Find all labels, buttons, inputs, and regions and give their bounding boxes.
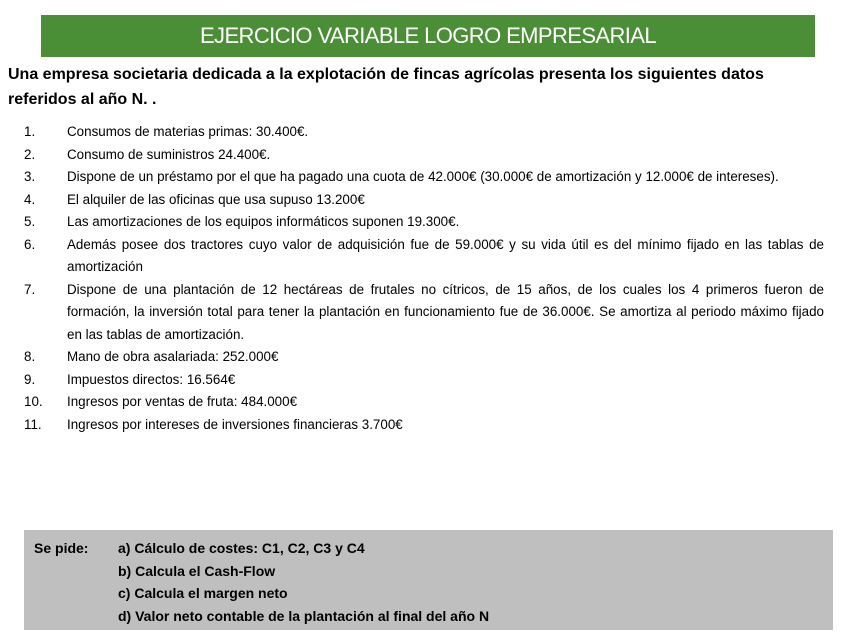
item-text: Consumos de materias primas: 30.400€. [67, 124, 309, 139]
item-number: 6. [24, 236, 36, 252]
intro-paragraph: Una empresa societaria dedicada a la explotación de fincas agrícolas presenta los siguientes datos referidos al año N. . [8, 66, 764, 108]
task-item: a) Cálculo de costes: C1, C2, C3 y C4 [118, 540, 365, 556]
item-number: 2. [24, 146, 36, 162]
item-text: Impuestos directos: 16.564€ [67, 371, 236, 387]
item-number: 10. [24, 394, 43, 409]
list-item [24, 211, 824, 234]
item-number: 8. [24, 349, 36, 364]
item-number: 5. [24, 214, 36, 229]
item-text: Consumo de suministros 24.400€. [67, 146, 271, 162]
item-text: Además posee dos tractores cuyo valor de adquisición fue de 59.000€ y su vida útil es del mínimo fijado en las tablas de amortización [67, 236, 824, 274]
task-item: c) Calcula el margen neto [118, 585, 288, 601]
list-item [24, 189, 824, 212]
list-item [24, 144, 824, 167]
item-text: Dispone de una plantación de 12 hectáreas de frutales no cítricos, de 15 años, de los cuales los 4 primeros fueron de formación, la inversión total para tener la plantación en funcionamiento fue de 36.000€. Se amortiza al periodo máximo fijado en las tablas de amortización. [67, 281, 824, 342]
list-item [24, 279, 824, 347]
list-item [24, 414, 824, 437]
item-text: Mano de obra asalariada: 252.000€ [67, 349, 279, 364]
item-text: Ingresos por ventas de fruta: 484.000€ [67, 394, 298, 409]
item-number: 11. [24, 416, 42, 432]
task-list [118, 537, 489, 627]
title-banner [41, 15, 815, 57]
item-text: Las amortizaciones de los equipos informáticos suponen 19.300€. [67, 214, 460, 229]
item-number: 7. [24, 281, 36, 297]
item-number: 3. [24, 169, 36, 184]
item-text: El alquiler de las oficinas que usa supuso 13.200€ [67, 191, 365, 207]
data-list [24, 121, 824, 436]
list-item [24, 391, 824, 414]
list-item [24, 234, 824, 279]
item-number: 4. [24, 191, 36, 207]
task-item: b) Calcula el Cash-Flow [118, 562, 276, 579]
list-item [24, 369, 824, 392]
page-title: EJERCICIO VARIABLE LOGRO EMPRESARIAL [199, 23, 656, 48]
item-number: 1. [24, 124, 36, 139]
item-text: Ingresos por intereses de inversiones financieras 3.700€ [67, 416, 403, 432]
list-item [24, 121, 824, 144]
task-box [24, 530, 833, 630]
item-number: 9. [24, 371, 36, 387]
task-label: Se pide: [34, 540, 89, 556]
list-item [24, 166, 824, 189]
task-item: d) Valor neto contable de la plantación al final del año N [118, 607, 490, 624]
item-text: Dispone de un préstamo por el que ha pagado una cuota de 42.000€ (30.000€ de amortización y 12.000€ de intereses). [67, 169, 779, 184]
list-item [24, 346, 824, 369]
